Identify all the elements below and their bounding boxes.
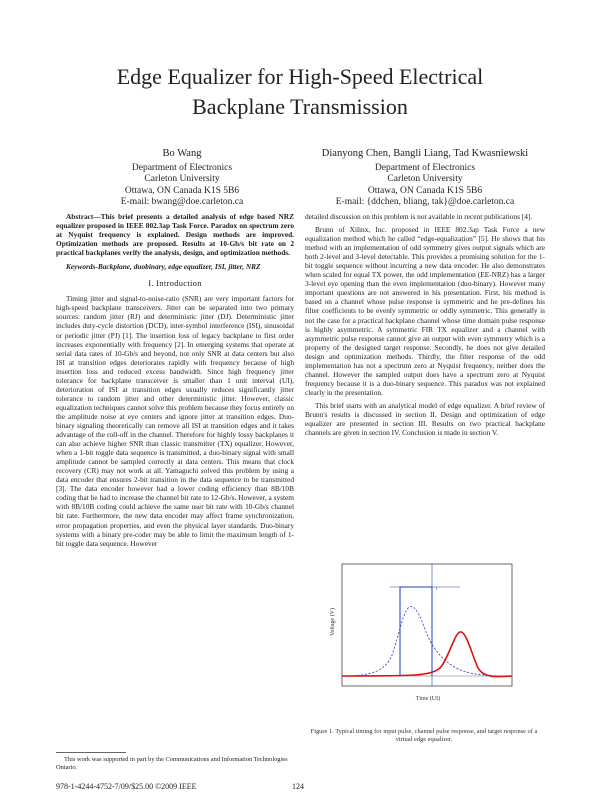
plot-frame: [342, 564, 512, 686]
author-address: Ottawa, ON Canada K1S 5B6: [367, 185, 483, 196]
author-block-2: [300, 148, 550, 209]
author-affiliation: Department of Electronics: [131, 162, 233, 173]
body-paragraph: Brunn of Xilinx, Inc. proposed in IEEE 802.3ap Task Force a new equalization method which he called “edge-equalization” [5]. He shows that his method with an implementation of odd symmetry gives output signals which are both 2-level and 3-level detectable. This provides a promising solution for the 1-bit toggle sequence without incurring a new data encoder. He also demonstrates when scaled for equal TX power, the odd implementation (EE-NRZ) has a larger 3-level eye opening than the even implementation (duo-binary). However many important questions are not answered in his presentation. First, his method is based on a channel whose pulse response is symmetric and he pre-defines his filter coefficients to be evenly symmetric or oddly symmetric. This generally is not the case for a practical backplane channel whose time domain pulse response is highly asymmetric. A symmetric FIR TX equalizer and a channel with asymmetric pulse response cannot give an output with even symmetry which is a property of the designed target response. Secondly, he does not give detailed design and optimization methods. Thirdly, the filter response of the odd implementation has not a spectrum zero at Nyquist frequency, neither does the channel. However the sampled output does have a spectrum zero at Nyquist frequency because it is a duo-binary sequence. This paradox was not explained clearly in the presentation.: [305, 225, 545, 397]
left-column: [56, 212, 294, 548]
paper-title-line1: Edge Equalizer for High-Speed Electrical: [116, 64, 484, 89]
figure-1-plot: [330, 560, 516, 710]
figure-ylabel: Voltage (V): [330, 607, 336, 637]
paper-title-line2: Backplane Transmission: [192, 94, 408, 119]
figure-xlabel: Time (UI): [415, 696, 441, 702]
footer-isbn: 978-1-4244-4752-7/09/$25.00 ©2009 IEEE: [56, 782, 197, 791]
author-email: E-mail: {ddchen, bliang, tak}@doe.carleton.ca: [335, 197, 515, 207]
author-name: Dianyong Chen, Bangli Liang, Tad Kwasniewski: [321, 148, 529, 159]
intro-paragraph: Timing jitter and signal-to-noise-ratio (SNR) are very important factors for high-speed backplane transceivers. Jitter can be separated into two primary sources: random jitter (RJ) and deterministic jitter (DJ). Deterministic jitter includes duty-cycle distortion (DCD), inter-symbol interference (ISI), sinusoidal or periodic jitter (PJ) [1]. The insertion loss of legacy backplane to first order increases exponentially with frequency [2]. In emerging systems that operate at serial data rates of 10-Gb/s and beyond, not only SNR at data centers but also ISI at transition edges deteriorates rapidly with frequency because of high insertion loss and reduced excess bandwidth. Since high frequency jitter tolerance for backplane transceiver is smaller than 1 unit interval (UI), deterioration of ISI at transition edges usually reduces significantly jitter tolerance to random jitter and other deterministic jitter. However, classic equalization techniques cannot solve this problem because they focus entirely on the amplitude noise at eye centers and ignore jitter at transition edges. Duo-binary signaling theoretically can remove all ISI at transition edges and it takes advantage of the roll-off in the channel. Therefore for highly lossy backplanes it can also achieve higher SNR than classic transmitter (TX) equalizer. However, when a 1-bit toggle data sequence is transmitted, a duo-binary signal with small amplitude cannot be sampled correctly at data centers. This means that clock recovery (CR) may not work at all. Yamaguchi solved this problem by using a data encoder that ensures 2-bit transition in the data sequence to be transmitted [3]. The data encoder however had a lower coding efficiency than 8B/10B coding that he had to increase the channel bit rate to 12-Gb/s. However, a system with 8B/10B coding could achieve the same user bit rate with 10-Gb/s channel bit rate. Furthermore, the new data encoder may affect frame synchronization, error propagation properties, and even the physical layer standards. Duo-binary systems with a binary pre-coder may be able to limit the maximum length of 1-bit toggle data sequence. However: [56, 294, 294, 548]
keywords-text: Keywords-Backplane, duobinary, edge equalizer, ISI, jitter, NRZ: [66, 262, 261, 272]
author-name: Bo Wang: [162, 148, 202, 159]
footnote-text: This work was supported in part by the Communications and Information Technologies Ontario.: [56, 756, 288, 771]
author-email: E-mail: bwang@doe.carleton.ca: [120, 197, 244, 207]
footnote-rule: [56, 752, 126, 753]
page-number: 124: [292, 782, 304, 791]
figure-1-caption: Figure 1. Typical timing for input pulse, channel pulse response, and target response of a virtual edge equalizer.: [310, 728, 538, 744]
body-paragraph: This brief starts with an analytical model of edge equalizer. A brief review of Brunn's results is discussed in section II. Design and optimization of edge equalizer are presented in section III. Results on two practical backplane channels are given in section IV. Conclusion is made in section V.: [305, 400, 545, 438]
author-affiliation: Carleton University: [144, 174, 220, 184]
figure-1: [330, 560, 516, 710]
body-paragraph: detailed discussion on this problem is not available in recent publications [4].: [305, 212, 533, 221]
input-pulse-trace: [400, 587, 432, 676]
abstract-text: Abstract—This brief presents a detailed analysis of edge based NRZ equalizer proposed in IEEE 802.3ap Task Force. Paradox on spectrum zero at Nyquist frequency is explained. Design methods are improved. Optimization methods are proposed. Results at 10-Gb/s bit rate on 2 practical backplanes verify the analysis, design, and optimization methods.: [56, 212, 294, 258]
target-response-trace: [342, 632, 512, 677]
channel-response-trace: [342, 607, 512, 676]
timing-marker-label: t: [436, 587, 438, 592]
section-heading-introduction: I. Introduction: [148, 278, 202, 289]
abstract-block: [56, 212, 294, 271]
author-address: Ottawa, ON Canada K1S 5B6: [124, 185, 240, 196]
author-affiliation: Carleton University: [387, 174, 463, 184]
right-column: [305, 212, 545, 441]
author-affiliation: Department of Electronics: [374, 162, 476, 173]
author-block-1: [72, 148, 292, 209]
